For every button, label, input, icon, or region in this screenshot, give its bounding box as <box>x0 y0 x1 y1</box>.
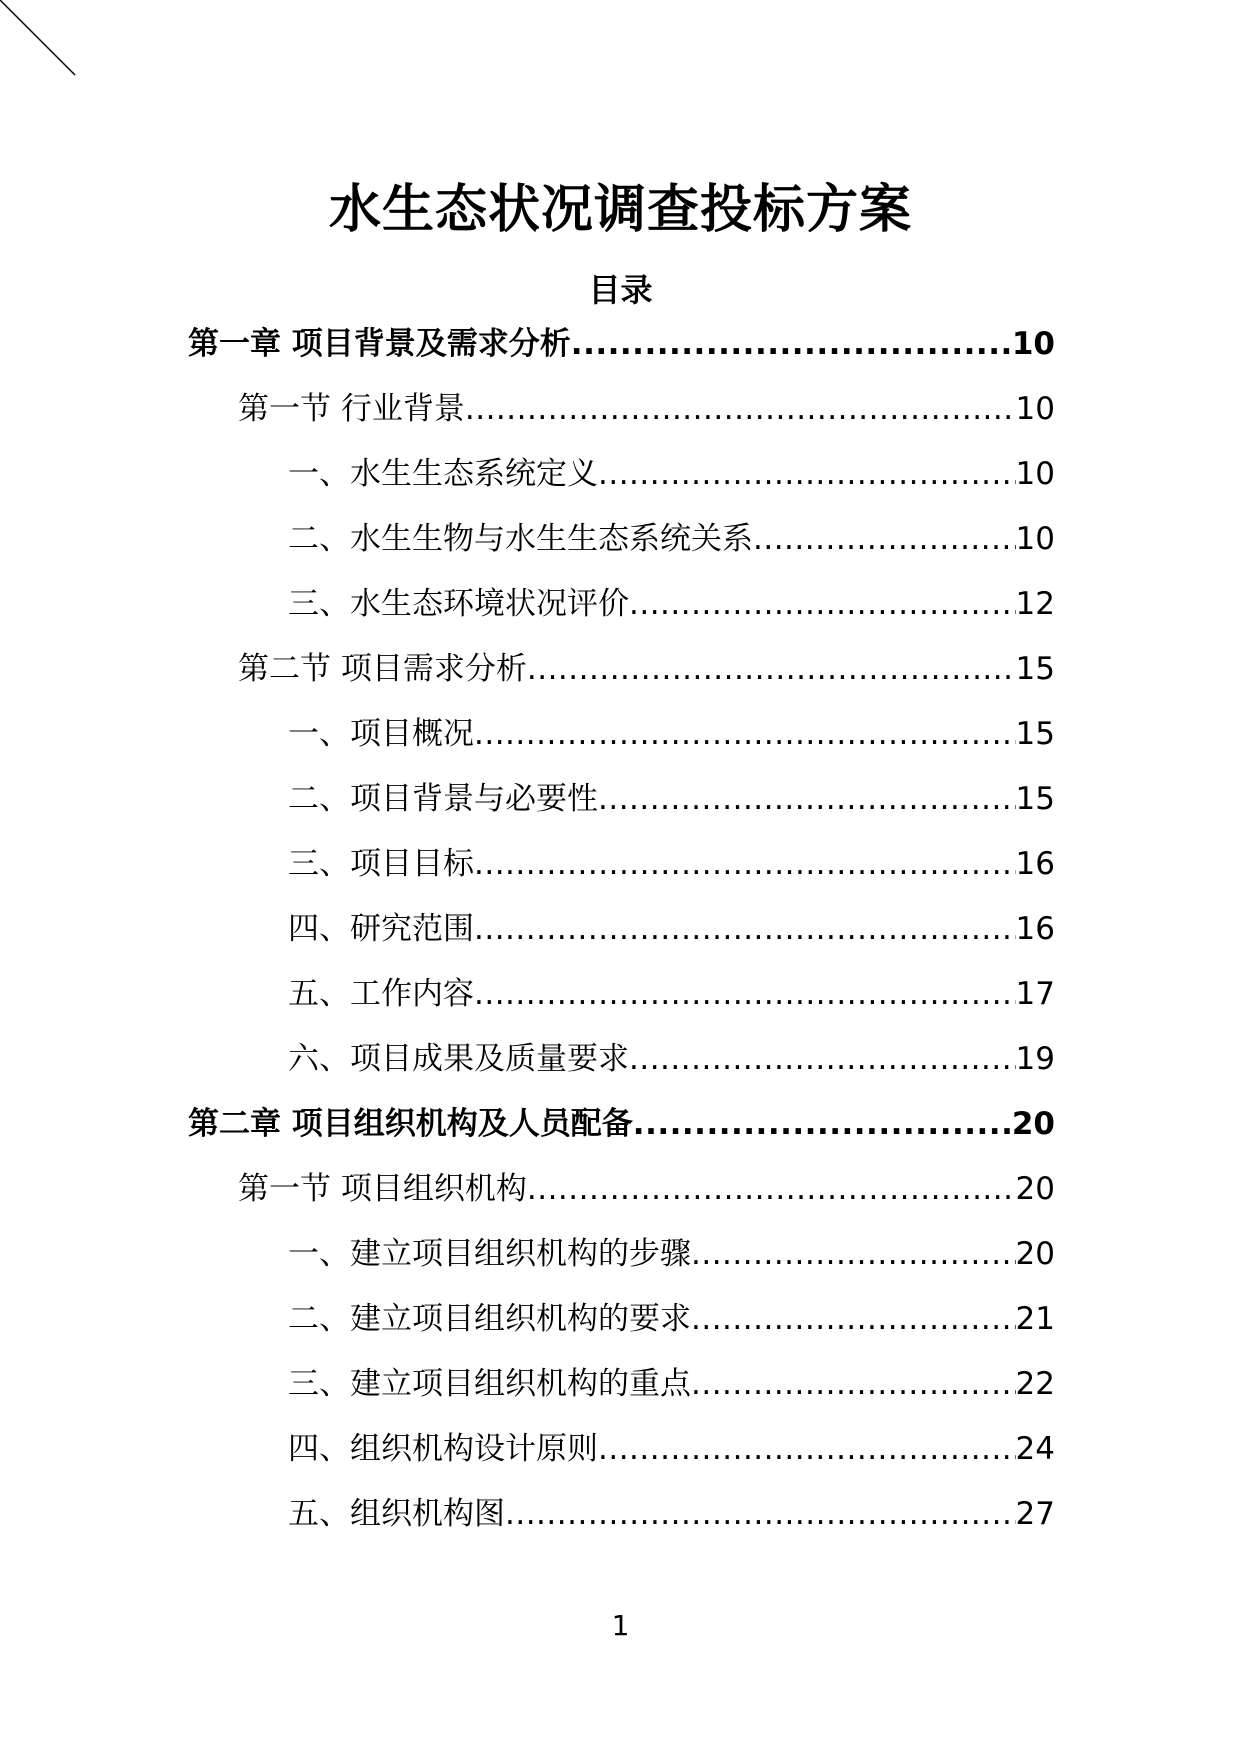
document-title: 水生态状况调查投标方案 <box>328 180 912 240</box>
toc-dot-leader <box>465 387 1016 431</box>
toc-entry-page: 22 <box>1015 1366 1055 1402</box>
toc-dot-leader <box>527 1167 1016 1211</box>
toc-dot-leader <box>691 1362 1016 1406</box>
toc-entry-subsection[interactable] <box>288 1362 1055 1406</box>
toc-entry-text: 四、组织机构设计原则 <box>288 1431 598 1467</box>
toc-entry-page: 10 <box>1011 326 1055 362</box>
toc-dot-leader <box>691 1297 1016 1341</box>
toc-entry-page: 15 <box>1015 781 1055 817</box>
toc-entry-page: 15 <box>1015 716 1055 752</box>
toc-entry-chapter[interactable] <box>188 322 1055 366</box>
toc-entry-subsection[interactable] <box>288 1492 1055 1536</box>
toc-entry-page: 17 <box>1015 976 1055 1012</box>
toc-entry-text: 第一章 项目背景及需求分析 <box>188 326 571 362</box>
toc-dot-leader <box>629 1037 1016 1081</box>
toc-entry-text: 二、水生生物与水生生态系统关系 <box>288 521 753 557</box>
toc-entry-page: 20 <box>1011 1106 1055 1142</box>
toc-entry-text: 第二节 项目需求分析 <box>238 651 527 687</box>
toc-entry-subsection[interactable] <box>288 842 1055 886</box>
toc-entry-page: 10 <box>1015 521 1055 557</box>
toc-entry-text: 六、项目成果及质量要求 <box>288 1041 629 1077</box>
toc-entry-page: 20 <box>1015 1171 1055 1207</box>
toc-dot-leader <box>633 1102 1012 1146</box>
toc-dot-leader <box>474 712 1016 756</box>
toc-entry-page: 15 <box>1015 651 1055 687</box>
toc-entry-page: 16 <box>1015 911 1055 947</box>
toc-entry-page: 10 <box>1015 456 1055 492</box>
toc-entry-page: 20 <box>1015 1236 1055 1272</box>
toc-entry-text: 一、项目概况 <box>288 716 474 752</box>
toc-entry-subsection[interactable] <box>288 777 1055 821</box>
toc-entry-text: 四、研究范围 <box>288 911 474 947</box>
toc-dot-leader <box>474 972 1016 1016</box>
toc-entry-subsection[interactable] <box>288 1297 1055 1341</box>
toc-dot-leader <box>598 452 1016 496</box>
toc-heading: 目录 <box>588 271 653 309</box>
toc-dot-leader <box>629 582 1016 626</box>
toc-entry-subsection[interactable] <box>288 1427 1055 1471</box>
page-number: 1 <box>611 1609 630 1642</box>
toc-entry-page: 12 <box>1015 586 1055 622</box>
toc-entry-page: 24 <box>1015 1431 1055 1467</box>
toc-entry-page: 19 <box>1015 1041 1055 1077</box>
toc-entry-text: 一、建立项目组织机构的步骤 <box>288 1236 691 1272</box>
toc-entry-page: 16 <box>1015 846 1055 882</box>
toc-entry-subsection[interactable] <box>288 1037 1055 1081</box>
toc-dot-leader <box>474 907 1016 951</box>
toc-entry-text: 第一节 项目组织机构 <box>238 1171 527 1207</box>
toc-entry-subsection[interactable] <box>288 712 1055 756</box>
toc-dot-leader <box>474 842 1016 886</box>
toc-entry-text: 五、组织机构图 <box>288 1496 505 1532</box>
toc-entry-subsection[interactable] <box>288 517 1055 561</box>
toc-entry-subsection[interactable] <box>288 582 1055 626</box>
toc-entry-text: 第一节 行业背景 <box>238 391 465 427</box>
toc-dot-leader <box>598 777 1016 821</box>
toc-entry-section[interactable] <box>238 387 1055 431</box>
toc-dot-leader <box>598 1427 1016 1471</box>
toc-entry-subsection[interactable] <box>288 972 1055 1016</box>
toc-entry-text: 三、水生态环境状况评价 <box>288 586 629 622</box>
toc-entry-section[interactable] <box>238 647 1055 691</box>
toc-dot-leader <box>753 517 1016 561</box>
toc-entry-text: 二、项目背景与必要性 <box>288 781 598 817</box>
toc-entry-page: 27 <box>1015 1496 1055 1532</box>
toc-dot-leader <box>527 647 1016 691</box>
toc-entry-text: 第二章 项目组织机构及人员配备 <box>188 1106 633 1142</box>
toc-entry-page: 10 <box>1015 391 1055 427</box>
toc-dot-leader <box>571 322 1012 366</box>
toc-entry-text: 一、水生生态系统定义 <box>288 456 598 492</box>
toc-dot-leader <box>691 1232 1016 1276</box>
toc-entry-text: 五、工作内容 <box>288 976 474 1012</box>
toc-entry-section[interactable] <box>238 1167 1055 1211</box>
toc-entry-text: 三、项目目标 <box>288 846 474 882</box>
corner-crop-mark <box>0 0 80 80</box>
toc-entry-text: 三、建立项目组织机构的重点 <box>288 1366 691 1402</box>
toc-entry-subsection[interactable] <box>288 452 1055 496</box>
toc-entry-text: 二、建立项目组织机构的要求 <box>288 1301 691 1337</box>
toc-dot-leader <box>505 1492 1016 1536</box>
toc-entry-page: 21 <box>1015 1301 1055 1337</box>
toc-entry-chapter[interactable] <box>188 1102 1055 1146</box>
toc-entry-subsection[interactable] <box>288 907 1055 951</box>
toc-entry-subsection[interactable] <box>288 1232 1055 1276</box>
